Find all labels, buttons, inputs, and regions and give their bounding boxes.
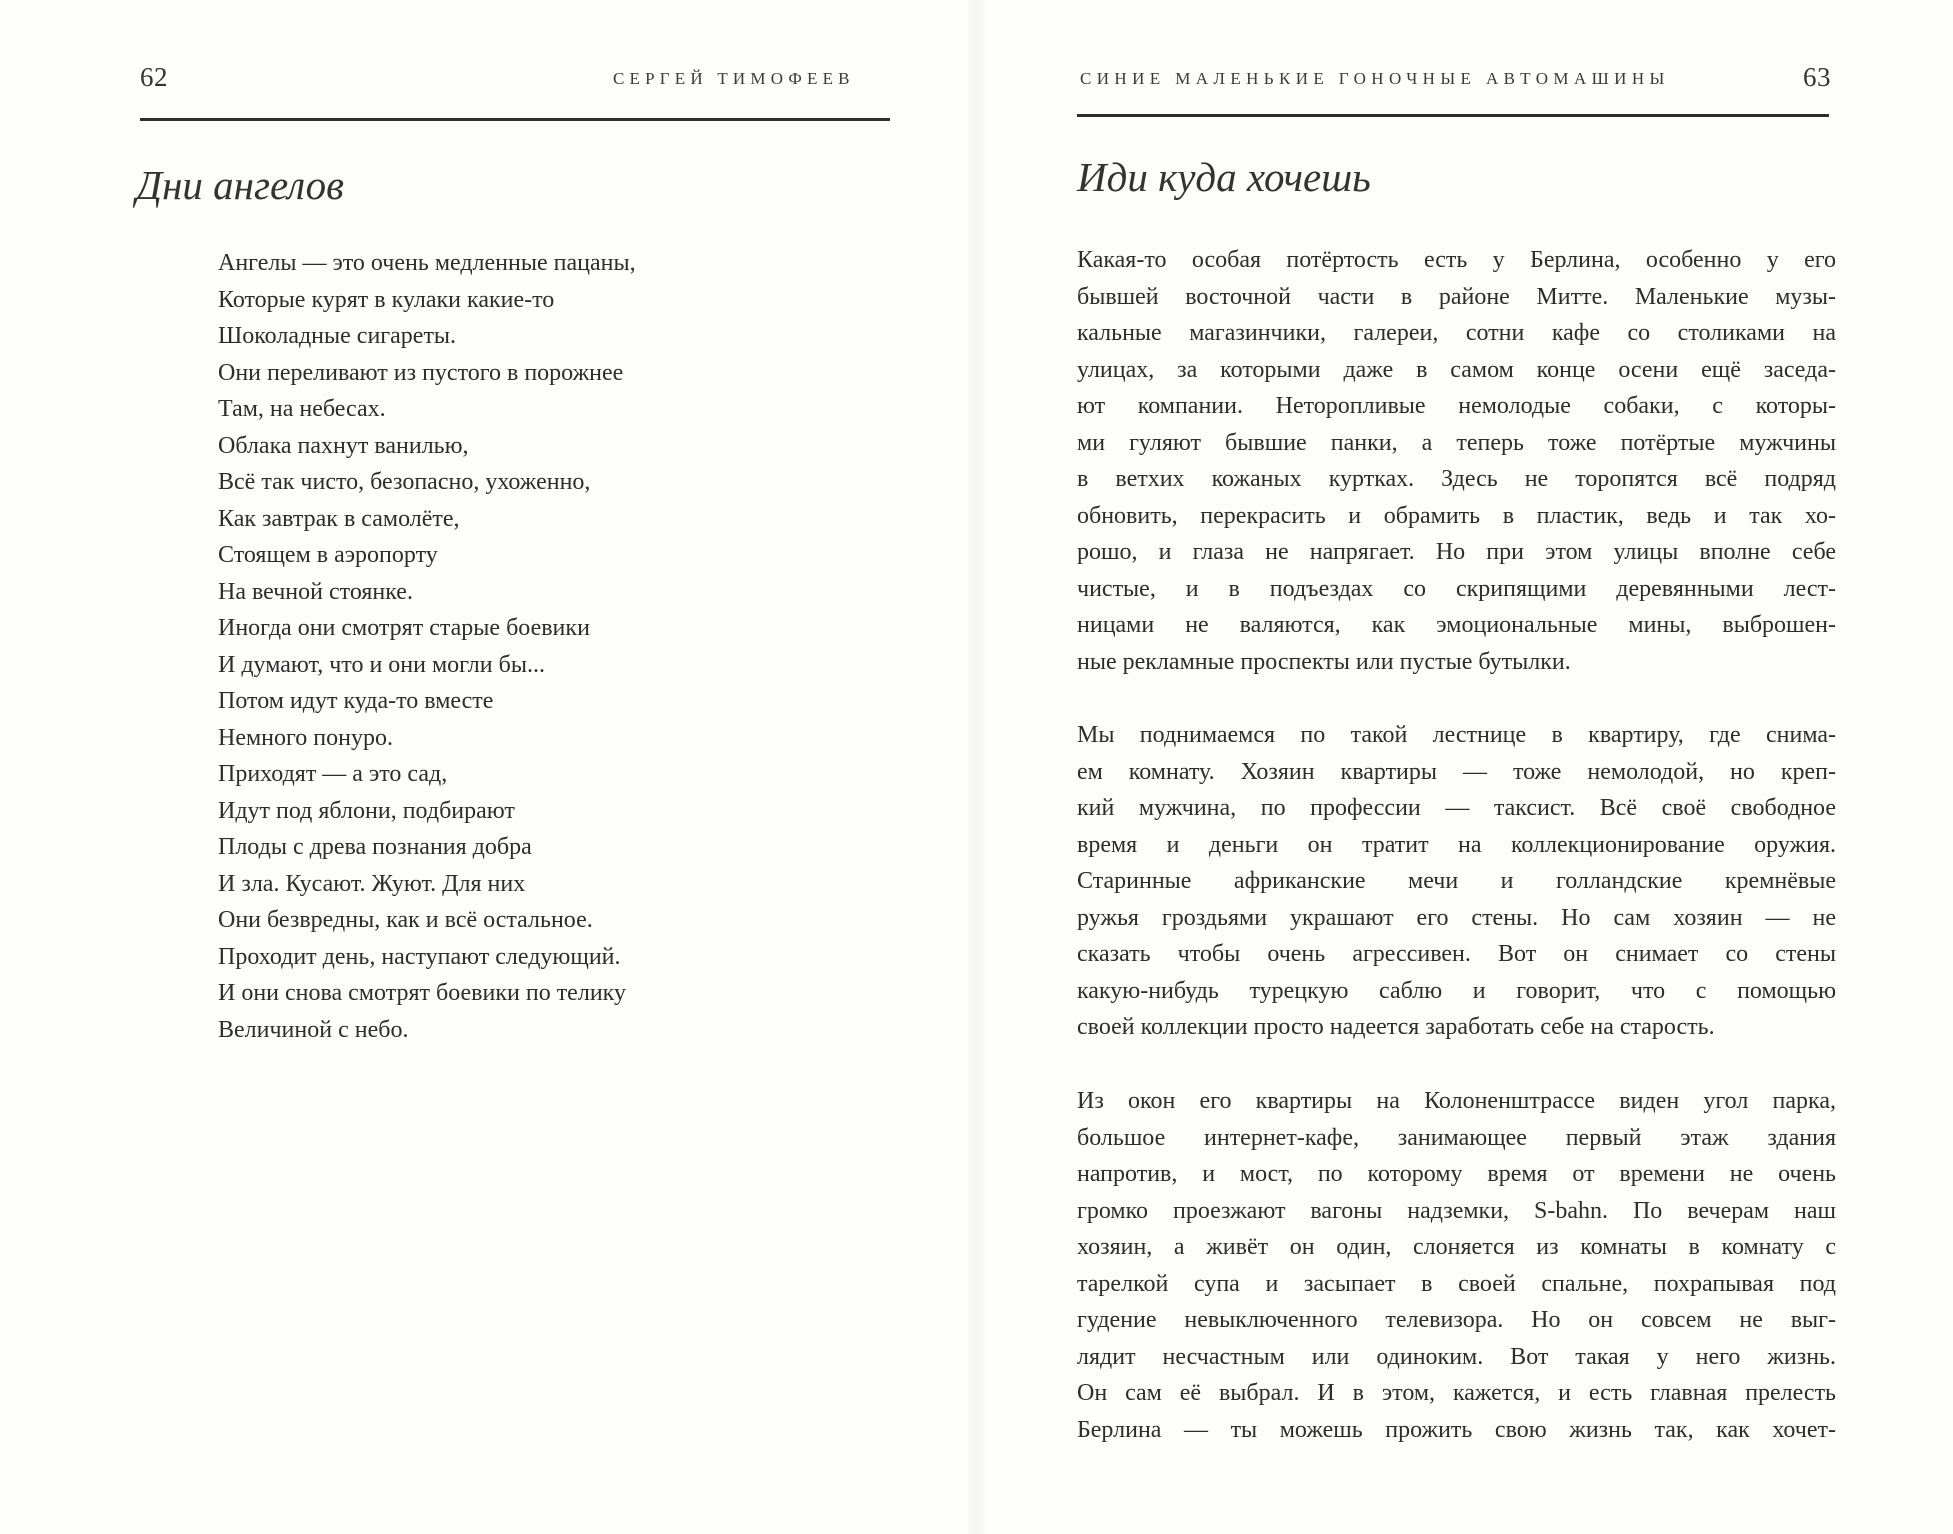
paragraph-line: напротив, и мост, по которому время от времени не очень	[1077, 1161, 1836, 1187]
left-running-head: СЕРГЕЙ ТИМОФЕЕВ	[613, 69, 855, 88]
poem-line: Величиной с небо.	[218, 1016, 409, 1043]
paragraph	[1077, 717, 1836, 1046]
paragraph-line: гудение невыключенного телевизора. Но он совсем не выг-	[1077, 1307, 1836, 1333]
paragraph-line: Из окон его квартиры на Колоненштрассе виден угол парка,	[1077, 1088, 1836, 1114]
paragraph-line: хозяин, а живёт он один, слоняется из комнаты в комнату с	[1077, 1234, 1836, 1260]
paragraph-line: Берлина — ты можешь прожить свою жизнь так, как хочет-	[1077, 1416, 1836, 1443]
poem-line: Иногда они смотрят старые боевики	[218, 615, 590, 641]
paragraph-line: рошо, и глаза не напрягает. Но при этом улицы вполне себе	[1077, 539, 1836, 565]
paragraph-line: Какая-то особая потёртость есть у Берлина, особенно у его	[1077, 247, 1836, 273]
poem-line: Приходят — а это сад,	[218, 761, 448, 787]
poem-line: Стоящем в аэропорту	[218, 542, 438, 568]
poem-line: Которые курят в кулаки какие-то	[218, 286, 555, 313]
poem-line: На вечной стоянке.	[218, 578, 413, 605]
left-page-number: 62	[140, 62, 168, 92]
paragraph-line: Он сам её выбрал. И в этом, кажется, и есть главная прелесть	[1077, 1380, 1836, 1406]
paragraph-line: своей коллекции просто надеется заработать себе на старость.	[1077, 1014, 1715, 1040]
paragraph-line: бывшей восточной части в районе Митте. Маленькие музы-	[1077, 283, 1836, 310]
poem-line: Плоды с древа познания добра	[218, 834, 532, 860]
right-running-head: СИНИЕ МАЛЕНЬКИЕ ГОНОЧНЫЕ АВТОМАШИНЫ	[1080, 69, 1670, 88]
poem-line: Проходит день, наступают следующий.	[218, 943, 621, 970]
poem-line: Облака пахнут ванилью,	[218, 432, 469, 459]
paragraph-line: ницами не валяются, как эмоциональные мины, выброшен-	[1077, 612, 1836, 638]
poem-line: Как завтрак в самолёте,	[218, 505, 460, 532]
paragraph-line: лядит несчастным или одиноким. Вот такая у него жизнь.	[1077, 1343, 1836, 1370]
poem-line: И они снова смотрят боевики по телику	[218, 980, 626, 1006]
poem-line: Шоколадные сигареты.	[218, 323, 457, 349]
paragraph-line: Мы поднимаемся по такой лестнице в квартиру, где снима-	[1077, 722, 1836, 748]
paragraph-line: в ветхих кожаных куртках. Здесь не торопятся всё подряд	[1077, 466, 1836, 492]
paragraph-line: кальные магазинчики, галереи, сотни кафе со столиками на	[1077, 320, 1836, 346]
paragraph-line: ные рекламные проспекты или пустые бутылки.	[1077, 648, 1571, 675]
paragraph-line: чистые, и в подъездах со скрипящими деревянными лест-	[1077, 575, 1836, 602]
paragraph-line: обновить, перекрасить и обрамить в пластик, ведь и так хо-	[1077, 502, 1836, 529]
poem-line: Они безвредны, как и всё остальное.	[218, 907, 593, 933]
paragraph-line: громко проезжают вагоны надземки, S-bahn. По вечерам наш	[1077, 1197, 1836, 1224]
paragraph-line: ружья гроздьями украшают его стены. Но сам хозяин — не	[1077, 904, 1836, 931]
poem-line: Там, на небесах.	[218, 396, 386, 422]
poem-line: И зла. Кусают. Жуют. Для них	[218, 870, 526, 897]
paragraph-line: тарелкой супа и засыпает в своей спальне, похрапывая под	[1077, 1270, 1836, 1297]
paragraph-line: время и деньги он тратит на коллекционирование оружия.	[1077, 831, 1836, 858]
paragraph-line: ют компании. Неторопливые немолодые собаки, с которы-	[1077, 393, 1836, 419]
paragraph-line: Старинные африканские мечи и голландские кремнёвые	[1077, 868, 1836, 894]
left-header-rule	[140, 118, 890, 121]
book-gutter	[966, 0, 986, 1534]
paragraph-line: кий мужчина, по профессии — таксист. Всё своё свободное	[1077, 795, 1836, 821]
paragraph-line: какую-нибудь турецкую саблю и говорит, что с помощью	[1077, 977, 1836, 1004]
left-chapter-title: Дни ангелов	[136, 162, 344, 208]
poem-line: Немного понуро.	[218, 724, 393, 751]
paragraph-line: сказать чтобы очень агрессивен. Вот он снимает со стены	[1077, 941, 1836, 967]
poem-line: И думают, что и они могли бы...	[218, 651, 545, 678]
poem-line: Ангелы — это очень медленные пацаны,	[218, 250, 636, 276]
right-header-rule	[1077, 114, 1829, 117]
poem-line: Они переливают из пустого в порожнее	[218, 359, 624, 386]
poem-line: Потом идут куда-то вместе	[218, 688, 494, 714]
poem-line: Идут под яблони, подбирают	[218, 797, 515, 824]
paragraph-line: ми гуляют бывшие панки, а теперь тоже потёртые мужчины	[1077, 429, 1836, 456]
paragraph-line: большое интернет-кафе, занимающее первый этаж здания	[1077, 1124, 1836, 1151]
poem-line: Всё так чисто, безопасно, ухоженно,	[218, 469, 591, 495]
poem	[218, 245, 636, 1048]
paragraph	[1077, 1083, 1836, 1448]
paragraph-line: ем комнату. Хозяин квартиры — тоже немолодой, но креп-	[1077, 758, 1836, 785]
paragraph	[1077, 242, 1836, 680]
right-chapter-title: Иди куда хочешь	[1077, 154, 1371, 200]
right-page-number: 63	[1803, 62, 1831, 92]
paragraph-line: улицах, за которыми даже в самом конце осени ещё заседа-	[1077, 356, 1836, 383]
